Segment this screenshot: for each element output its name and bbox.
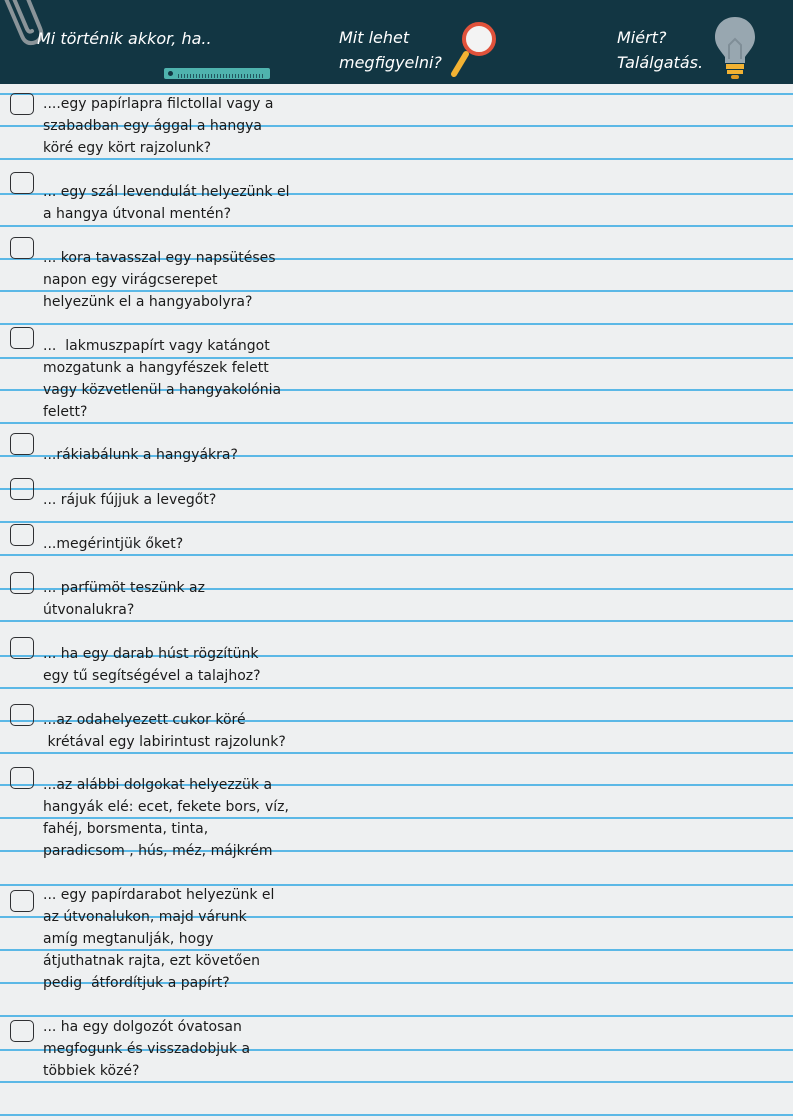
question-text: ....egy papírlapra filctollal vagy a szabadban egy ággal a hangya köré egy kört rajzolunk? [43, 96, 274, 156]
question-text: ...az alábbi dolgokat helyezzük a hangyák elé: ecet, fekete bors, víz, fahéj, borsmenta, tinta, paradicsom , hús, méz, májkrém [43, 777, 289, 859]
question-checkbox[interactable] [10, 172, 34, 194]
rule-line [0, 1114, 793, 1116]
question-checkbox[interactable] [10, 704, 34, 726]
question-checkbox[interactable] [10, 433, 34, 455]
question-text: ... kora tavasszal egy napsütéses napon egy virágcserepet helyezünk el a hangyabolyra? [43, 250, 276, 310]
question-text: ... lakmuszpapírt vagy katángot mozgatunk a hangyfészek felett vagy közvetlenül a hangyakolónia felett? [43, 338, 282, 420]
rule-line [0, 521, 793, 523]
question-checkbox[interactable] [10, 327, 34, 349]
question-checkbox[interactable] [10, 890, 34, 912]
header-column-why-guess: Miért? Találgatás. [617, 28, 704, 72]
magnifier-icon [450, 22, 500, 80]
lightbulb-icon [713, 15, 757, 81]
question-text: ...az odahelyezett cukor köré krétával egy labirintust rajzolunk? [43, 712, 286, 750]
question-checkbox[interactable] [10, 524, 34, 546]
question-checkbox[interactable] [10, 1020, 34, 1042]
question-text: ... rájuk fújjuk a levegőt? [43, 492, 217, 508]
question-checkbox[interactable] [10, 637, 34, 659]
question-checkbox[interactable] [10, 93, 34, 115]
ruler-icon [164, 68, 270, 79]
question-text: ... parfümöt teszünk az útvonalukra? [43, 580, 205, 618]
question-checkbox[interactable] [10, 572, 34, 594]
question-checkbox[interactable] [10, 478, 34, 500]
question-text: ...megérintjük őket? [43, 536, 184, 552]
question-text: ... ha egy darab húst rögzítünk egy tű segítségével a talajhoz? [43, 646, 261, 684]
header-column-observe: Mit lehet megfigyelni? [339, 28, 442, 72]
question-text: ... egy papírdarabot helyezünk el az útvonalukon, majd várunk amíg megtanulják, hogy átjuthatnak rajta, ezt követően pedig átfordítjuk a papírt? [43, 887, 275, 991]
question-checkbox[interactable] [10, 237, 34, 259]
header-column-what-happens: Mi történik akkor, ha.. [37, 29, 212, 48]
rule-line [0, 323, 793, 325]
question-text: ...rákiabálunk a hangyákra? [43, 447, 238, 463]
question-text: ... ha egy dolgozót óvatosan megfogunk és visszadobjuk a többiek közé? [43, 1019, 251, 1079]
rule-line [0, 225, 793, 227]
question-checkbox[interactable] [10, 767, 34, 789]
rule-line [0, 687, 793, 689]
question-text: ... egy szál levendulát helyezünk el a hangya útvonal mentén? [43, 184, 290, 222]
